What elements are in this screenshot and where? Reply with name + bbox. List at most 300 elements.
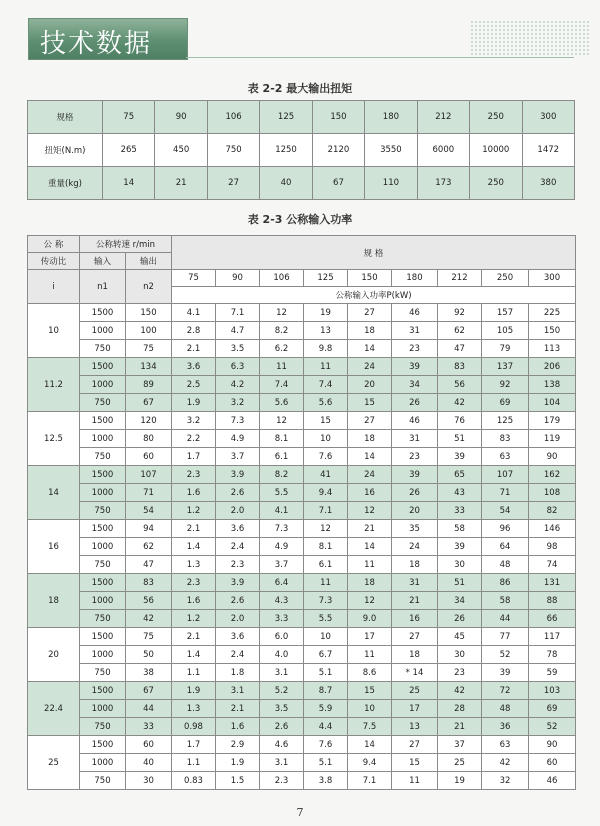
power-cell: 90 — [529, 736, 576, 754]
row-label: 规格 — [28, 101, 103, 134]
n1-cell: 750 — [80, 772, 126, 790]
power-cell: 7.4 — [260, 376, 304, 394]
ratio-cell: 18 — [28, 574, 80, 628]
power-cell: 18 — [348, 322, 392, 340]
power-cell: 23 — [392, 340, 438, 358]
power-cell: 1.9 — [172, 394, 216, 412]
table-row — [28, 700, 576, 718]
power-cell: 179 — [529, 412, 576, 430]
ratio-header-line2: 传动比 — [28, 253, 80, 270]
power-cell: 137 — [482, 358, 529, 376]
power-cell: 119 — [529, 430, 576, 448]
n2-header: n2 — [126, 270, 172, 304]
ratio-cell: 25 — [28, 736, 80, 790]
power-cell: 78 — [529, 646, 576, 664]
ratio-cell: 20 — [28, 628, 80, 682]
table-row — [28, 538, 576, 556]
power-cell: 1.1 — [172, 754, 216, 772]
power-cell: 1.9 — [216, 754, 260, 772]
power-cell: 1.2 — [172, 502, 216, 520]
power-cell: 1.5 — [216, 772, 260, 790]
n2-cell: 60 — [126, 448, 172, 466]
n2-cell: 71 — [126, 484, 172, 502]
power-cell: 21 — [392, 592, 438, 610]
power-cell: 39 — [438, 538, 482, 556]
table-cell: 750 — [207, 134, 259, 167]
power-cell: 7.1 — [304, 502, 348, 520]
table-cell: 67 — [312, 167, 364, 200]
power-cell: 0.83 — [172, 772, 216, 790]
size-header: 212 — [438, 270, 482, 287]
torque-row — [28, 134, 575, 167]
power-cell: 2.3 — [260, 772, 304, 790]
power-cell: 18 — [392, 646, 438, 664]
power-cell: 4.6 — [260, 736, 304, 754]
spec-header: 规 格 — [172, 236, 576, 270]
power-cell: 7.6 — [304, 448, 348, 466]
power-cell: 5.6 — [304, 394, 348, 412]
power-cell: 11 — [260, 358, 304, 376]
power-cell: 3.8 — [304, 772, 348, 790]
table-cell: 3550 — [365, 134, 417, 167]
power-cell: 7.1 — [216, 304, 260, 322]
power-cell: 23 — [438, 664, 482, 682]
table-cell: 1250 — [260, 134, 312, 167]
table-row — [28, 430, 576, 448]
table-row — [28, 304, 576, 322]
table2-caption: 表 2-3 公称输入功率 — [247, 213, 353, 226]
table-row — [28, 484, 576, 502]
power-cell: 8.2 — [260, 322, 304, 340]
power-cell: 206 — [529, 358, 576, 376]
power-cell: 0.98 — [172, 718, 216, 736]
power-cell: 39 — [482, 664, 529, 682]
power-cell: 1.9 — [172, 682, 216, 700]
table-row — [28, 412, 576, 430]
power-cell: 15 — [348, 394, 392, 412]
power-cell: 42 — [438, 682, 482, 700]
power-cell: 157 — [482, 304, 529, 322]
power-cell: 34 — [392, 376, 438, 394]
n1-cell: 1500 — [80, 736, 126, 754]
n1-cell: 1500 — [80, 520, 126, 538]
n2-cell: 62 — [126, 538, 172, 556]
power-cell: 27 — [392, 628, 438, 646]
n1-cell: 1000 — [80, 754, 126, 772]
power-cell: 10 — [348, 700, 392, 718]
power-cell: 13 — [392, 718, 438, 736]
power-cell: 27 — [392, 736, 438, 754]
n2-cell: 89 — [126, 376, 172, 394]
power-cell: 48 — [482, 556, 529, 574]
power-cell: 103 — [529, 682, 576, 700]
table-cell: 90 — [155, 101, 207, 134]
n2-cell: 42 — [126, 610, 172, 628]
power-cell: 27 — [348, 304, 392, 322]
power-cell: 5.1 — [304, 664, 348, 682]
power-cell: 146 — [529, 520, 576, 538]
table-row — [28, 340, 576, 358]
power-cell: 21 — [348, 520, 392, 538]
power-cell: 46 — [392, 412, 438, 430]
power-cell: 43 — [438, 484, 482, 502]
n2-cell: 44 — [126, 700, 172, 718]
power-cell: 30 — [438, 646, 482, 664]
power-cell: 150 — [529, 322, 576, 340]
row-label: 扭矩(N.m) — [28, 134, 103, 167]
power-cell: 74 — [529, 556, 576, 574]
table-row — [28, 520, 576, 538]
n1-header: n1 — [80, 270, 126, 304]
size-header: 150 — [348, 270, 392, 287]
power-cell: 8.7 — [304, 682, 348, 700]
power-cell: 10 — [304, 430, 348, 448]
table-cell: 75 — [103, 101, 155, 134]
n1-cell: 1000 — [80, 592, 126, 610]
power-cell: 92 — [438, 304, 482, 322]
power-cell: 6.4 — [260, 574, 304, 592]
table-cell: 450 — [155, 134, 207, 167]
power-cell: 1.6 — [172, 484, 216, 502]
n1-cell: 750 — [80, 664, 126, 682]
power-cell: 14 — [348, 340, 392, 358]
power-cell: 71 — [482, 484, 529, 502]
table-row — [28, 610, 576, 628]
table-cell: 14 — [103, 167, 155, 200]
power-cell: 72 — [482, 682, 529, 700]
power-cell: 1.7 — [172, 448, 216, 466]
power-cell: 6.2 — [260, 340, 304, 358]
table-row — [28, 682, 576, 700]
power-cell: 31 — [392, 574, 438, 592]
output-header: 输出 — [126, 253, 172, 270]
n1-cell: 1000 — [80, 376, 126, 394]
power-cell: 6.7 — [304, 646, 348, 664]
power-cell: 46 — [529, 772, 576, 790]
n2-cell: 30 — [126, 772, 172, 790]
power-cell: 18 — [348, 574, 392, 592]
power-cell: 79 — [482, 340, 529, 358]
power-cell: 7.3 — [260, 520, 304, 538]
table-cell: 150 — [312, 101, 364, 134]
power-cell: 105 — [482, 322, 529, 340]
power-cell: 131 — [529, 574, 576, 592]
table-cell: 6000 — [417, 134, 469, 167]
power-cell: 20 — [392, 502, 438, 520]
power-cell: 66 — [529, 610, 576, 628]
power-cell: 113 — [529, 340, 576, 358]
power-cell: 8.2 — [260, 466, 304, 484]
power-cell: 51 — [438, 574, 482, 592]
power-cell: 26 — [392, 394, 438, 412]
n2-cell: 40 — [126, 754, 172, 772]
power-cell: * 14 — [392, 664, 438, 682]
power-cell: 4.7 — [216, 322, 260, 340]
power-cell: 52 — [482, 646, 529, 664]
power-cell: 25 — [392, 682, 438, 700]
power-cell: 44 — [482, 610, 529, 628]
table1-caption: 表 2-2 最大输出扭矩 — [247, 82, 353, 95]
n2-cell: 150 — [126, 304, 172, 322]
table-row — [28, 448, 576, 466]
power-cell: 32 — [482, 772, 529, 790]
n2-cell: 83 — [126, 574, 172, 592]
power-cell: 15 — [304, 412, 348, 430]
power-cell: 3.5 — [216, 340, 260, 358]
table-cell: 1472 — [522, 134, 575, 167]
table-row — [28, 592, 576, 610]
power-cell: 77 — [482, 628, 529, 646]
power-cell: 48 — [482, 700, 529, 718]
power-cell: 4.2 — [216, 376, 260, 394]
table-row — [28, 376, 576, 394]
power-cell: 83 — [482, 430, 529, 448]
page-number: 7 — [296, 806, 304, 819]
power-cell: 9.0 — [348, 610, 392, 628]
power-cell: 28 — [438, 700, 482, 718]
size-header: 250 — [482, 270, 529, 287]
power-cell: 58 — [438, 520, 482, 538]
ratio-cell: 14 — [28, 466, 80, 520]
n1-cell: 1500 — [80, 466, 126, 484]
power-cell: 4.1 — [260, 502, 304, 520]
power-cell: 37 — [438, 736, 482, 754]
power-cell: 5.9 — [304, 700, 348, 718]
table-cell: 173 — [417, 167, 469, 200]
power-cell: 59 — [529, 664, 576, 682]
power-cell: 14 — [348, 448, 392, 466]
n2-cell: 80 — [126, 430, 172, 448]
power-cell: 39 — [392, 466, 438, 484]
power-cell: 24 — [348, 358, 392, 376]
header-rule — [186, 57, 574, 58]
header-dot-pattern — [470, 20, 590, 56]
n2-cell: 134 — [126, 358, 172, 376]
power-cell: 5.5 — [260, 484, 304, 502]
n1-cell: 750 — [80, 394, 126, 412]
power-cell: 12 — [304, 520, 348, 538]
power-cell: 41 — [304, 466, 348, 484]
power-cell: 1.6 — [172, 592, 216, 610]
table-row — [28, 628, 576, 646]
power-cell: 5.1 — [304, 754, 348, 772]
size-header: 90 — [216, 270, 260, 287]
power-cell: 27 — [348, 412, 392, 430]
n1-cell: 750 — [80, 610, 126, 628]
table-cell: 250 — [470, 101, 522, 134]
power-cell: 1.4 — [172, 646, 216, 664]
power-cell: 6.1 — [304, 556, 348, 574]
table-cell: 110 — [365, 167, 417, 200]
power-cell: 3.7 — [216, 448, 260, 466]
power-cell: 5.6 — [260, 394, 304, 412]
power-cell: 4.9 — [260, 538, 304, 556]
table-cell: 40 — [260, 167, 312, 200]
n1-cell: 1000 — [80, 484, 126, 502]
table-cell: 300 — [522, 101, 575, 134]
power-cell: 9.4 — [348, 754, 392, 772]
n2-cell: 67 — [126, 682, 172, 700]
power-cell: 3.5 — [260, 700, 304, 718]
power-cell: 1.4 — [172, 538, 216, 556]
power-cell: 42 — [438, 394, 482, 412]
n1-cell: 750 — [80, 718, 126, 736]
power-cell: 2.1 — [216, 700, 260, 718]
power-cell: 4.1 — [172, 304, 216, 322]
power-cell: 34 — [438, 592, 482, 610]
power-cell: 1.6 — [216, 718, 260, 736]
power-cell: 1.3 — [172, 556, 216, 574]
table-row — [28, 556, 576, 574]
power-cell: 52 — [529, 718, 576, 736]
power-cell: 60 — [529, 754, 576, 772]
table-row — [28, 646, 576, 664]
n2-cell: 50 — [126, 646, 172, 664]
power-cell: 9.8 — [304, 340, 348, 358]
power-cell: 92 — [482, 376, 529, 394]
power-cell: 64 — [482, 538, 529, 556]
power-cell: 162 — [529, 466, 576, 484]
power-cell: 65 — [438, 466, 482, 484]
power-cell: 3.1 — [216, 682, 260, 700]
power-cell: 26 — [438, 610, 482, 628]
n1-cell: 1000 — [80, 322, 126, 340]
power-cell: 39 — [438, 448, 482, 466]
power-cell: 12 — [260, 304, 304, 322]
power-cell: 16 — [392, 610, 438, 628]
power-cell: 20 — [348, 376, 392, 394]
power-cell: 3.9 — [216, 466, 260, 484]
power-cell: 7.3 — [216, 412, 260, 430]
power-cell: 3.2 — [216, 394, 260, 412]
power-cell: 3.6 — [216, 628, 260, 646]
n2-cell: 120 — [126, 412, 172, 430]
max-torque-table — [27, 100, 575, 200]
input-header: 输入 — [80, 253, 126, 270]
power-cell: 10 — [304, 628, 348, 646]
power-cell: 4.9 — [216, 430, 260, 448]
power-cell: 98 — [529, 538, 576, 556]
power-cell: 96 — [482, 520, 529, 538]
table-cell: 265 — [103, 134, 155, 167]
power-cell: 1.1 — [172, 664, 216, 682]
power-cell: 4.0 — [260, 646, 304, 664]
power-cell: 2.6 — [260, 718, 304, 736]
power-cell: 56 — [438, 376, 482, 394]
power-cell: 33 — [438, 502, 482, 520]
table-row — [28, 754, 576, 772]
power-cell: 11 — [304, 358, 348, 376]
n2-cell: 75 — [126, 628, 172, 646]
power-cell: 26 — [392, 484, 438, 502]
header-band — [0, 0, 600, 58]
power-cell: 8.1 — [260, 430, 304, 448]
n1-cell: 1500 — [80, 358, 126, 376]
power-cell: 82 — [529, 502, 576, 520]
n1-cell: 1500 — [80, 574, 126, 592]
power-cell: 45 — [438, 628, 482, 646]
n2-cell: 33 — [126, 718, 172, 736]
power-cell: 62 — [438, 322, 482, 340]
power-cell: 2.4 — [216, 646, 260, 664]
power-cell: 17 — [392, 700, 438, 718]
power-cell: 90 — [529, 448, 576, 466]
power-cell: 3.6 — [216, 520, 260, 538]
table-cell: 212 — [417, 101, 469, 134]
power-cell: 30 — [438, 556, 482, 574]
table-row — [28, 772, 576, 790]
power-cell: 14 — [348, 736, 392, 754]
power-cell: 23 — [392, 448, 438, 466]
row-label: 重量(kg) — [28, 167, 103, 200]
ratio-cell: 16 — [28, 520, 80, 574]
n1-cell: 1000 — [80, 538, 126, 556]
power-cell: 2.3 — [172, 574, 216, 592]
n1-cell: 1500 — [80, 628, 126, 646]
power-cell: 63 — [482, 736, 529, 754]
power-cell: 31 — [392, 430, 438, 448]
n1-cell: 750 — [80, 448, 126, 466]
n1-cell: 1500 — [80, 412, 126, 430]
table-cell: 180 — [365, 101, 417, 134]
power-cell: 54 — [482, 502, 529, 520]
n1-cell: 1000 — [80, 700, 126, 718]
power-cell: 3.7 — [260, 556, 304, 574]
power-cell: 8.1 — [304, 538, 348, 556]
power-cell: 108 — [529, 484, 576, 502]
power-cell: 11 — [348, 646, 392, 664]
ratio-cell: 12.5 — [28, 412, 80, 466]
table-cell: 10000 — [470, 134, 522, 167]
n2-cell: 60 — [126, 736, 172, 754]
power-cell: 9.4 — [304, 484, 348, 502]
power-cell: 3.1 — [260, 754, 304, 772]
power-cell: 58 — [482, 592, 529, 610]
power-cell: 39 — [392, 358, 438, 376]
power-cell: 25 — [438, 754, 482, 772]
power-cell: 2.2 — [172, 430, 216, 448]
table-row — [28, 574, 576, 592]
power-cell: 5.5 — [304, 610, 348, 628]
power-cell: 86 — [482, 574, 529, 592]
n2-cell: 56 — [126, 592, 172, 610]
n1-cell: 1000 — [80, 430, 126, 448]
power-cell: 2.1 — [172, 520, 216, 538]
n2-cell: 107 — [126, 466, 172, 484]
power-cell: 8.6 — [348, 664, 392, 682]
power-cell: 16 — [348, 484, 392, 502]
table-cell: 2120 — [312, 134, 364, 167]
power-cell: 6.1 — [260, 448, 304, 466]
power-cell: 2.6 — [216, 592, 260, 610]
size-header: 75 — [172, 270, 216, 287]
power-cell: 5.2 — [260, 682, 304, 700]
power-cell: 2.0 — [216, 502, 260, 520]
power-cell: 24 — [348, 466, 392, 484]
power-cell: 117 — [529, 628, 576, 646]
power-cell: 12 — [348, 592, 392, 610]
power-cell: 15 — [392, 754, 438, 772]
power-cell: 2.3 — [172, 466, 216, 484]
power-cell: 36 — [482, 718, 529, 736]
power-cell: 2.0 — [216, 610, 260, 628]
table-row — [28, 718, 576, 736]
power-cell: 69 — [529, 700, 576, 718]
table-cell: 125 — [260, 101, 312, 134]
power-cell: 3.6 — [172, 358, 216, 376]
n2-cell: 75 — [126, 340, 172, 358]
table-cell: 27 — [207, 167, 259, 200]
